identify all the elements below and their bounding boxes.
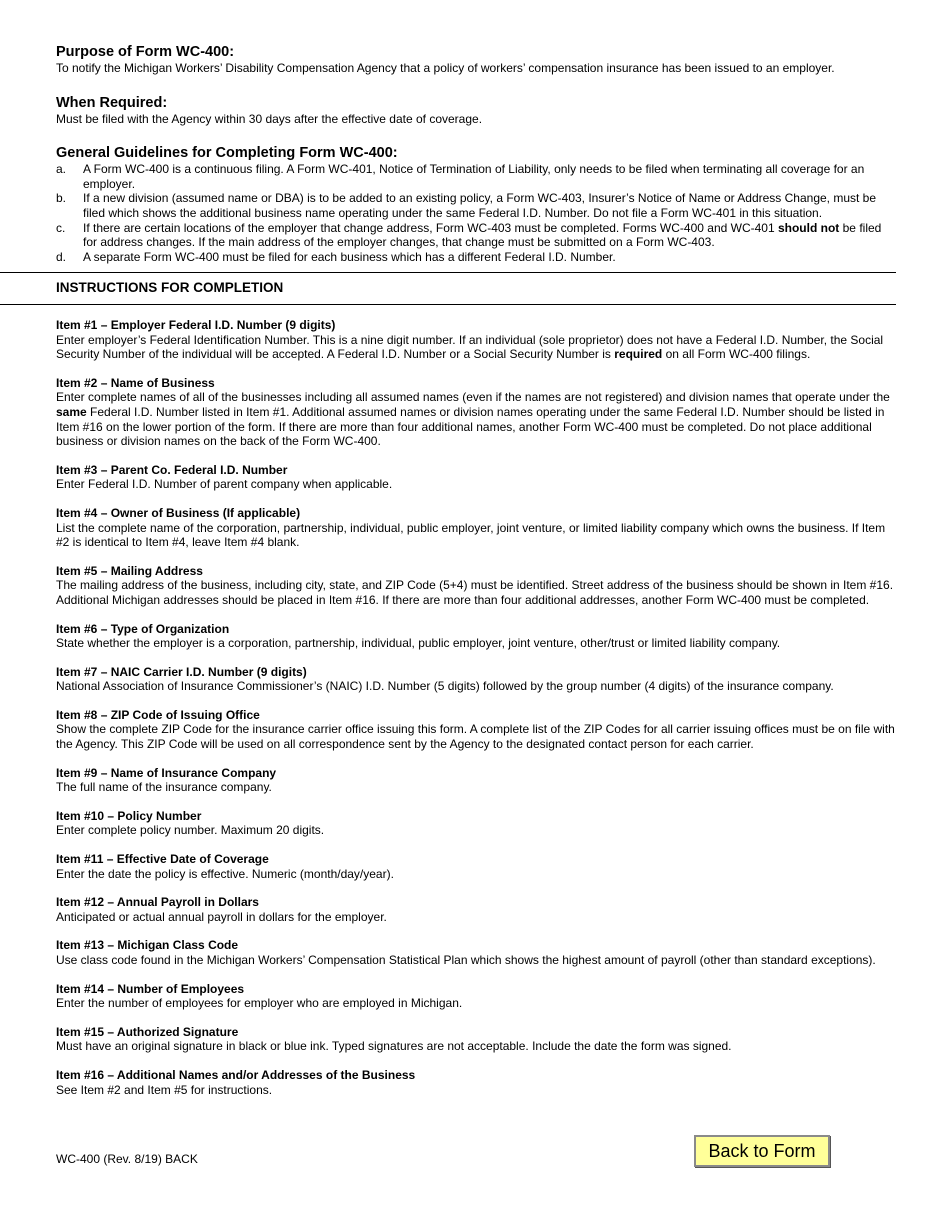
- divider-bottom: [0, 304, 896, 305]
- instruction-item-body: [56, 390, 896, 448]
- instruction-item-text-cont: on all Form WC-400 filings.: [662, 347, 811, 362]
- instruction-item-text: Enter the date the policy is effective. Numeric (month/day/year).: [56, 866, 394, 881]
- instruction-item-title: Item #3 – Parent Co. Federal I.D. Number: [56, 462, 288, 477]
- guideline-text: If a new division (assumed name or DBA) is to be added to an existing policy, a Form WC-403, Insurer’s Notice of Name or Address Change, must be filed which shows the additional business name operating under the same Federal I.D. Number. Do not file a Form WC-401 in this situation.: [83, 191, 877, 220]
- guideline-letter: a.: [56, 162, 67, 177]
- instruction-item: [56, 982, 896, 1011]
- guideline-text: A Form WC-400 is a continuous filing. A Form WC-401, Notice of Termination of Liability, only needs to be filed when terminating all coverage for an employer.: [83, 162, 865, 191]
- guidelines-heading: General Guidelines for Completing Form WC-400:: [56, 145, 398, 162]
- instruction-item-title: Item #6 – Type of Organization: [56, 621, 230, 636]
- instruction-item-title: Item #9 – Name of Insurance Company: [56, 765, 277, 780]
- instruction-item-title: Item #16 – Additional Names and/or Addresses of the Business: [56, 1067, 416, 1082]
- instruction-item-text: Enter complete policy number. Maximum 20 digits.: [56, 823, 325, 838]
- instruction-item-text-cont: Federal I.D. Number listed in Item #1. Additional assumed names or division names operating under the same Federal I.D. Number should be listed in Item #16 on the lower portion of the form. If there are more than four additional names, another Form WC-400 must be completed. Do not place additional business or division names on the back of the Form WC-400.: [56, 404, 885, 449]
- instruction-item: [56, 376, 896, 449]
- instruction-item-text: List the complete name of the corporation, partnership, individual, public employer, joint venture, or limited liability company which owns the business. If Item #2 is identical to Item #4, leave Item #4 blank.: [56, 520, 886, 550]
- instruction-item-body: [56, 636, 896, 651]
- guideline-text-bold: should not: [777, 220, 840, 235]
- guideline-text: [83, 221, 896, 250]
- instruction-item-body: [56, 910, 896, 925]
- instruction-item-title: Item #13 – Michigan Class Code: [56, 938, 239, 953]
- instruction-item-body: [56, 823, 896, 838]
- instruction-item-body: [56, 477, 896, 492]
- instruction-item-body: [56, 953, 896, 968]
- instruction-item-emphasis: required: [614, 347, 663, 362]
- instruction-item-text: The full name of the insurance company.: [56, 780, 272, 795]
- instruction-items: [56, 318, 896, 1111]
- instruction-item-title: Item #8 – ZIP Code of Issuing Office: [56, 707, 260, 722]
- instruction-item: [56, 1068, 896, 1097]
- instruction-item: [56, 766, 896, 795]
- instruction-item: [56, 318, 896, 362]
- guideline-text-pre: If there are certain locations of the employer that change address, Form WC-403 must be completed. Forms WC-400 and WC-401: [83, 220, 778, 235]
- instruction-item-title: Item #2 – Name of Business: [56, 375, 215, 390]
- instruction-item-text: See Item #2 and Item #5 for instructions.: [56, 1082, 273, 1097]
- when-required-text: Must be filed with the Agency within 30 days after the effective date of coverage.: [56, 111, 483, 126]
- instruction-item-body: [56, 722, 896, 751]
- instruction-item: [56, 564, 896, 608]
- intro-sections: [56, 44, 896, 264]
- instruction-item-text: Anticipated or actual annual payroll in dollars for the employer.: [56, 909, 387, 924]
- instruction-item-title: Item #1 – Employer Federal I.D. Number (9 digits): [56, 318, 336, 332]
- instruction-item-text: Must have an original signature in black or blue ink. Typed signatures are not acceptable. Include the date the form was signed.: [56, 1039, 732, 1054]
- instruction-item-text: Show the complete ZIP Code for the insurance carrier office issuing this form. A complete list of the ZIP Codes for all carrier issuing offices must be on file with the Agency. This ZIP Code will be used on all correspondence sent by the Agency to the designated contact person for each carrier.: [56, 722, 895, 752]
- instruction-item: [56, 895, 896, 924]
- instruction-item: [56, 708, 896, 752]
- instruction-item-title: Item #15 – Authorized Signature: [56, 1024, 239, 1039]
- instruction-item-body: [56, 780, 896, 795]
- instruction-item-emphasis: same: [56, 404, 87, 419]
- guideline-letter: b.: [56, 191, 67, 206]
- guideline-item: [56, 221, 896, 250]
- instruction-item-body: [56, 1039, 896, 1054]
- instruction-item-text: Enter Federal I.D. Number of parent company when applicable.: [56, 477, 393, 492]
- instruction-item: [56, 938, 896, 967]
- instruction-item: [56, 852, 896, 881]
- instruction-item-title: Item #12 – Annual Payroll in Dollars: [56, 895, 259, 910]
- divider-top: [0, 272, 896, 273]
- instruction-item-title: Item #4 – Owner of Business (If applicable): [56, 505, 301, 520]
- instruction-item-text: National Association of Insurance Commissioner’s (NAIC) I.D. Number (5 digits) followed by the group number (4 digits) of the insurance company.: [56, 679, 834, 694]
- instruction-item-text: Enter complete names of all of the businesses including all assumed names (even if the names are not registered) and division names that operate under the: [56, 390, 890, 405]
- instruction-item-body: [56, 867, 896, 882]
- instruction-item: [56, 622, 896, 651]
- instruction-item-title: Item #10 – Policy Number: [56, 808, 202, 823]
- guideline-text: A separate Form WC-400 must be filed for each business which has a different Federal I.D. Number.: [83, 249, 616, 264]
- instruction-item: [56, 506, 896, 550]
- instruction-item-body: [56, 1083, 896, 1098]
- instruction-item-text: Use class code found in the Michigan Workers’ Compensation Statistical Plan which shows the highest amount of payroll (other than standard exceptions).: [56, 953, 876, 967]
- instruction-item-text: State whether the employer is a corporation, partnership, individual, public employer, joint venture, other/trust or limited liability company.: [56, 636, 781, 651]
- instruction-item: [56, 463, 896, 492]
- when-required-heading: When Required:: [56, 94, 168, 111]
- instruction-item-title: Item #14 – Number of Employees: [56, 981, 245, 996]
- instruction-item: [56, 1025, 896, 1054]
- purpose-text: To notify the Michigan Workers’ Disability Compensation Agency that a policy of workers’ compensation insurance has been issued to an employer.: [56, 61, 835, 75]
- instruction-item-body: [56, 578, 896, 607]
- instruction-item: [56, 665, 896, 694]
- instruction-item-title: Item #11 – Effective Date of Coverage: [56, 852, 269, 867]
- instruction-item-body: [56, 521, 896, 550]
- guideline-item: [56, 250, 896, 265]
- instruction-item-text: The mailing address of the business, including city, state, and ZIP Code (5+4) must be identified. Street address of the business should be shown in Item #16. Additional Michigan addresses should be placed in Item #16. If there are more than four additional addresses, another Form WC-400 must be completed.: [56, 578, 894, 607]
- guideline-item: [56, 191, 896, 220]
- instruction-item-body: [56, 333, 896, 362]
- instruction-item-body: [56, 996, 896, 1011]
- guideline-text-post: be filed for address changes. If the main address of the employer changes, that change must be submitted on a Form WC-403.: [83, 220, 882, 250]
- back-to-form-button[interactable]: Back to Form: [694, 1135, 830, 1167]
- form-revision-code: WC-400 (Rev. 8/19) BACK: [56, 1152, 198, 1166]
- instruction-item-title: Item #7 – NAIC Carrier I.D. Number (9 digits): [56, 664, 307, 679]
- guidelines-list: [56, 162, 896, 264]
- instruction-item-text: Enter employer’s Federal Identification Number. This is a nine digit number. If an individual (sole proprietor) does not have a Federal I.D. Number, the Social Security Number of the individual will be accepted. A Federal I.D. Number or a Social Security Number is: [56, 332, 884, 362]
- instruction-item-body: [56, 679, 896, 694]
- instruction-item: [56, 809, 896, 838]
- purpose-heading: Purpose of Form WC-400:: [56, 44, 235, 60]
- guideline-letter: c.: [56, 220, 66, 235]
- guideline-letter: d.: [56, 249, 67, 264]
- instruction-item-text: Enter the number of employees for employer who are employed in Michigan.: [56, 996, 463, 1011]
- instructions-heading: INSTRUCTIONS FOR COMPLETION: [56, 280, 284, 295]
- guideline-item: [56, 162, 896, 191]
- instruction-item-title: Item #5 – Mailing Address: [56, 563, 203, 578]
